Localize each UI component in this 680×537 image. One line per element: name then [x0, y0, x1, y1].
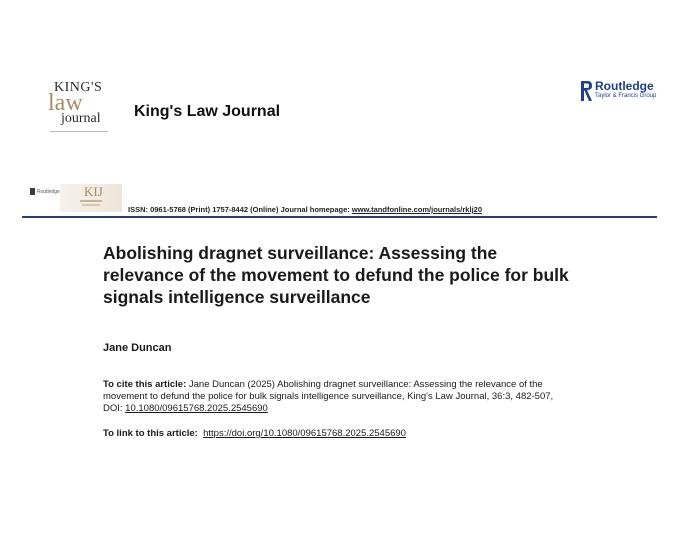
routledge-logo	[580, 80, 660, 104]
cite-label: To cite this article:	[103, 379, 187, 390]
article-link-line	[103, 428, 406, 439]
routledge-r-icon	[580, 80, 593, 102]
citation	[103, 379, 573, 415]
article-title: Abolishing dragnet surveillance: Assessing the relevance of the movement to defund the police for bulk signals intelligence surveillance	[103, 243, 569, 307]
header-rule	[22, 216, 657, 218]
publisher-name: Routledge	[595, 79, 654, 93]
mini-routledge-logo	[30, 188, 60, 195]
banner-line	[82, 204, 100, 206]
publisher-tagline: Taylor & Francis Group	[595, 93, 657, 99]
banner-line	[80, 200, 102, 202]
journal-cover-banner	[60, 184, 122, 212]
mini-r-icon	[30, 188, 35, 195]
issn-line	[128, 205, 482, 214]
article-author: Jane Duncan	[103, 342, 172, 354]
issn-text: ISSN: 0961-5768 (Print) 1757-8442 (Online) Journal homepage:	[128, 205, 352, 214]
article-url-link[interactable]: https://doi.org/10.1080/09615768.2025.2545690	[203, 428, 406, 439]
journal-name: King's Law Journal	[134, 103, 281, 120]
journal-homepage-link[interactable]: www.tandfonline.com/journals/rklj20	[351, 205, 482, 214]
doi-link[interactable]: 10.1080/09615768.2025.2545690	[125, 403, 268, 414]
cite-text: Jane Duncan (2025) Abolishing dragnet surveillance: Assessing the relevance of the movement to defund the police for bulk signals intelligence surveillance, King's Law Journal, 36:3, 482-507, DOI:	[103, 379, 554, 414]
logo-text-journal: journal	[61, 111, 101, 126]
mini-publisher-name: Routledge	[37, 188, 60, 195]
link-label: To link to this article:	[103, 428, 198, 439]
logo-rule	[50, 131, 108, 132]
logo-text-kings: KING'S	[54, 80, 103, 95]
banner-abbrev: KIJ	[84, 184, 103, 199]
logo-text-law: law	[48, 90, 83, 116]
journal-logo	[44, 78, 114, 140]
